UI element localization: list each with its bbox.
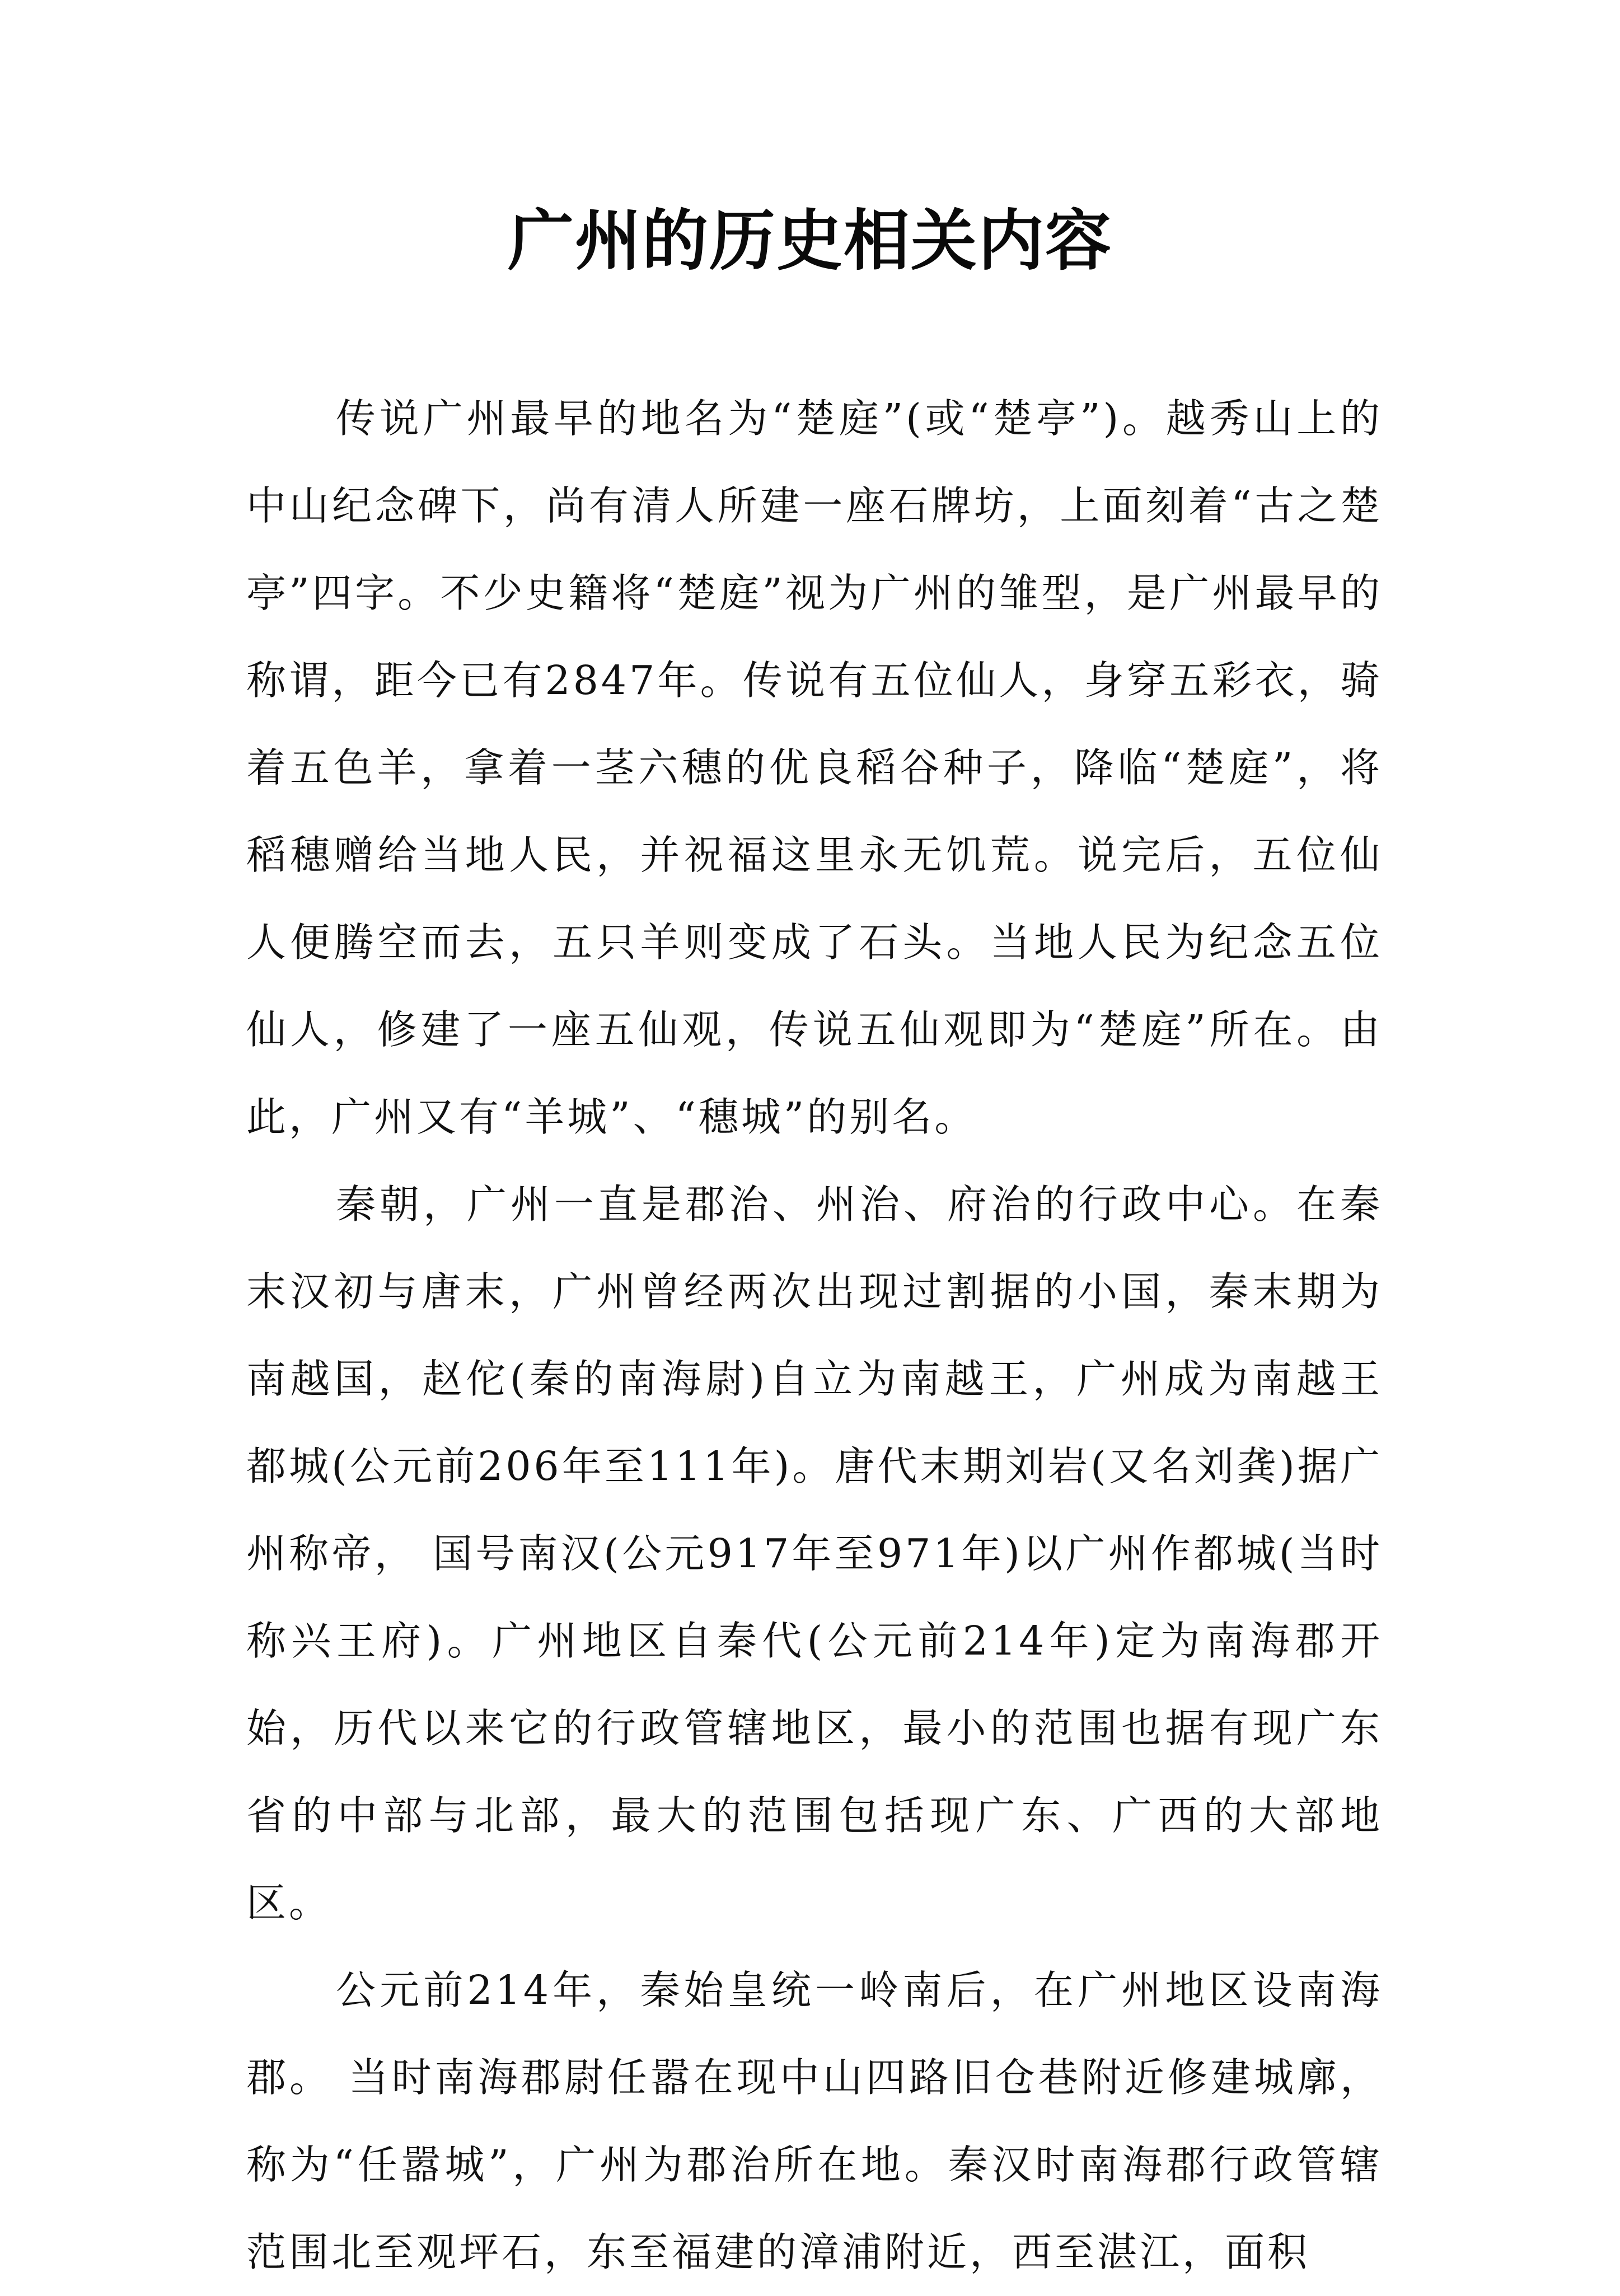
paragraph-administrative-center: 秦朝，广州一直是郡治、州治、府治的行政中心。在秦末汉初与唐末，广州曾经两次出现过割据的小国，秦末期为南越国，赵佗(秦的南海尉)自立为南越王，广州成为南越王都城(公元前206年至111年)。唐代末期刘岩(又名刘龚)据广州称帝， 国号南汉(公元917年至971年)以广州作都城(当时称兴王府)。广州地区自秦代(公元前214年)定为南海郡开始，历代以来它的行政管辖地区，最小的范围也据有现广东省的中部与北部，最大的范围包括现广东、广西的大部地区。: [246, 1181, 1383, 1926]
document-title: 广州的历史相关内容: [507, 202, 1112, 279]
paragraph-chuting-legend: 传说广州最早的地名为“楚庭”(或“楚亭”)。越秀山上的中山纪念碑下，尚有清人所建一座石牌坊，上面刻着“古之楚亭”四字。不少史籍将“楚庭”视为广州的雏型，是广州最早的称谓，距今已有2847年。传说有五位仙人，身穿五彩衣，骑着五色羊，拿着一茎六穗的优良稻谷种子，降临“楚庭”，将稻穗赠给当地人民，并祝福这里永无饥荒。说完后，五位仙人便腾空而去，五只羊则变成了石头。当地人民为纪念五位仙人，修建了一座五仙观，传说五仙观即为“楚庭”所在。由此，广州又有“羊城”、“穗城”的别名。: [246, 395, 1383, 1140]
paragraph-nanhai-commandery: 公元前214年，秦始皇统一岭南后，在广州地区设南海郡。 当时南海郡尉任嚣在现中山四路旧仓巷附近修建城廓，称为“任嚣城”，广州为郡治所在地。秦汉时南海郡行政管辖范围北至观坪石，东至福建的漳浦附近，西至湛江，面积: [246, 1967, 1383, 2275]
document-body: [246, 375, 1383, 2296]
